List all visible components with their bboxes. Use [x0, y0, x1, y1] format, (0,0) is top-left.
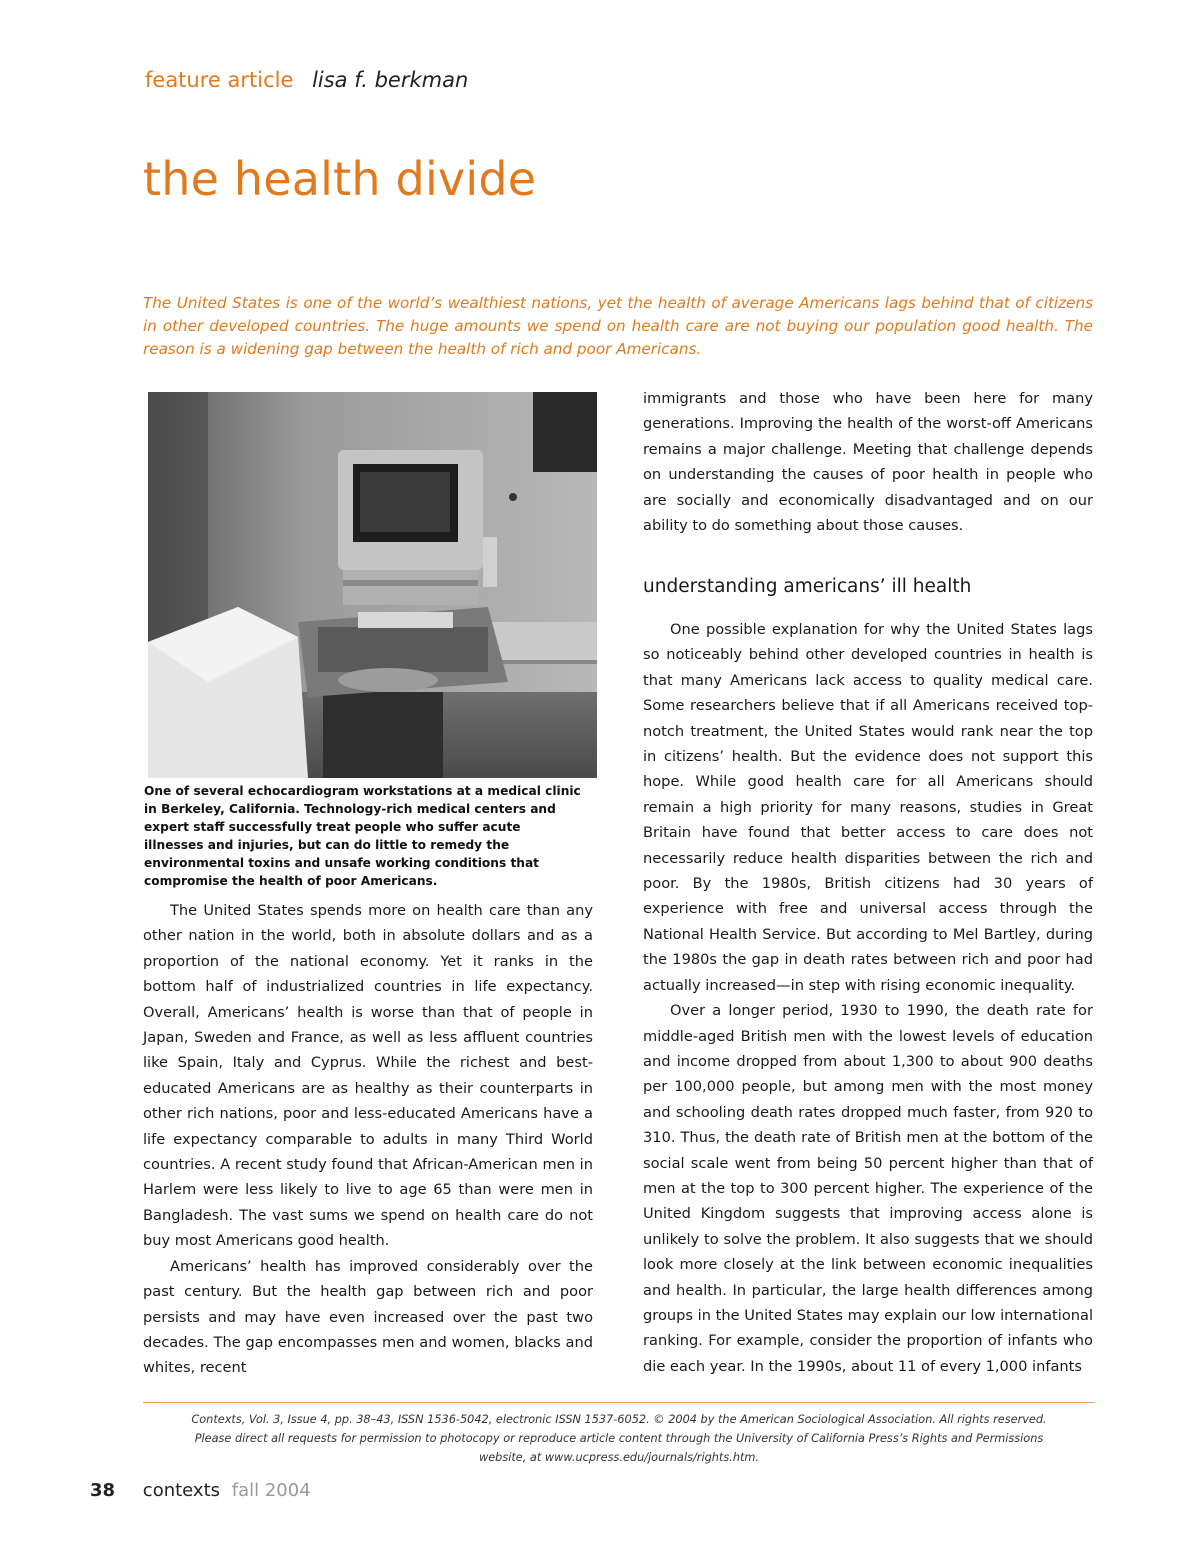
magazine-name: contexts — [142, 1480, 221, 1501]
copyright-footer — [143, 1410, 1095, 1467]
issue-season: fall 2004 — [231, 1480, 311, 1501]
body-paragraph: Over a longer period, 1930 to 1990, the death rate for middle-aged British men with the lowest levels of education and income dropped from about 1,300 to about 900 deaths per 100,000 people, but among men with the most money and schooling death rates dropped much faster, from 920 to 310. Thus, the death rate of British men at the bottom of the social scale went from being 50 percent higher than that of men at the top to 300 percent higher. The experience of the United Kingdom suggests that improving access alone is unlikely to solve the problem. It also suggests that we should look more closely at the link between economic inequalities and health. In particular, the large health differences among groups in the United States may explain our low international ranking. For example, consider the proportion of infants who die each year. In the 1990s, about 11 of every 1,000 infants — [643, 1002, 1093, 1375]
section-subhead: understanding americans’ ill health — [643, 576, 972, 597]
right-column-body — [643, 617, 1093, 1379]
photo-caption: One of several echocardiogram workstations at a medical clinic in Berkeley, California. Technology-rich medical centers and expert staff successfully treat people who suffer acute illnesses and injuries, but can do little to remedy the environmental toxins and unsafe working conditions that compromise the health of poor Americans. — [144, 784, 581, 888]
body-paragraph: One possible explanation for why the United States lags so noticeably behind other developed countries in health is that many Americans lack access to quality medical care. Some researchers believe that if all Americans received top-notch treatment, the United States would rank near the top in citizens’ health. But the evidence does not support this hope. While good health care for all Americans should remain a high priority for many reasons, studies in Great Britain have found that better access to care does not necessarily reduce health disparities between the rich and poor. By the 1980s, British citizens had 30 years of experience with free and universal access through the National Health Service. But according to Mel Bartley, during the 1980s the gap in death rates between rich and poor had actually increased—in step with rising economic inequality. — [643, 621, 1093, 994]
footer-line: Contexts, Vol. 3, Issue 4, pp. 38–43, ISSN 1536-5042, electronic ISSN 1537-6052. © 2004 by the American Sociological Association. All rights reserved. — [191, 1413, 1047, 1426]
footer-line: website, at www.ucpress.edu/journals/rights.htm. — [478, 1451, 760, 1464]
page-folio — [90, 1480, 311, 1501]
body-paragraph: Americans’ health has improved considerably over the past century. But the health gap between rich and poor persists and may have even increased over the past two decades. The gap encompasses men and women, blacks and whites, recent — [143, 1257, 593, 1377]
right-column-top — [643, 386, 1093, 538]
footer-line: Please direct all requests for permission to photocopy or reproduce article content through the University of California Press’s Rights and Permissions — [194, 1432, 1044, 1445]
article-kicker — [145, 68, 468, 92]
article-title: the health divide — [143, 152, 537, 206]
echocardiogram-workstation-photo — [148, 392, 597, 778]
footer-divider — [143, 1402, 1095, 1403]
author-byline: lisa f. berkman — [312, 68, 469, 92]
page-number: 38 — [90, 1480, 116, 1501]
body-paragraph: immigrants and those who have been here for many generations. Improving the health of the worst-off Americans remains a major challenge. Meeting that challenge depends on understanding the causes of poor health in people who are socially and economically disadvantaged and on our ability to do something about those causes. — [643, 390, 1093, 535]
left-column — [143, 898, 593, 1381]
section-label: feature article — [145, 68, 294, 92]
body-paragraph: The United States spends more on health care than any other nation in the world, both in absolute dollars and as a proportion of the national economy. Yet it ranks in the bottom half of industrialized countries in life expectancy. Overall, Americans’ health is worse than that of people in Japan, Sweden and France, as well as less affluent countries like Spain, Italy and Cyprus. While the richest and best-educated Americans are as healthy as their counterparts in other rich nations, poor and less-educated Americans have a life expectancy comparable to adults in many Third World countries. A recent study found that African-American men in Harlem were less likely to live to age 65 than were men in Bangladesh. The vast sums we spend on health care do not buy most Americans good health. — [143, 902, 593, 1250]
article-dek: The United States is one of the world’s wealthiest nations, yet the health of average Americans lags behind that of citizens in other developed countries. The huge amounts we spend on health care are not buying our population good health. The reason is a widening gap between the health of rich and poor Americans. — [143, 294, 1093, 358]
